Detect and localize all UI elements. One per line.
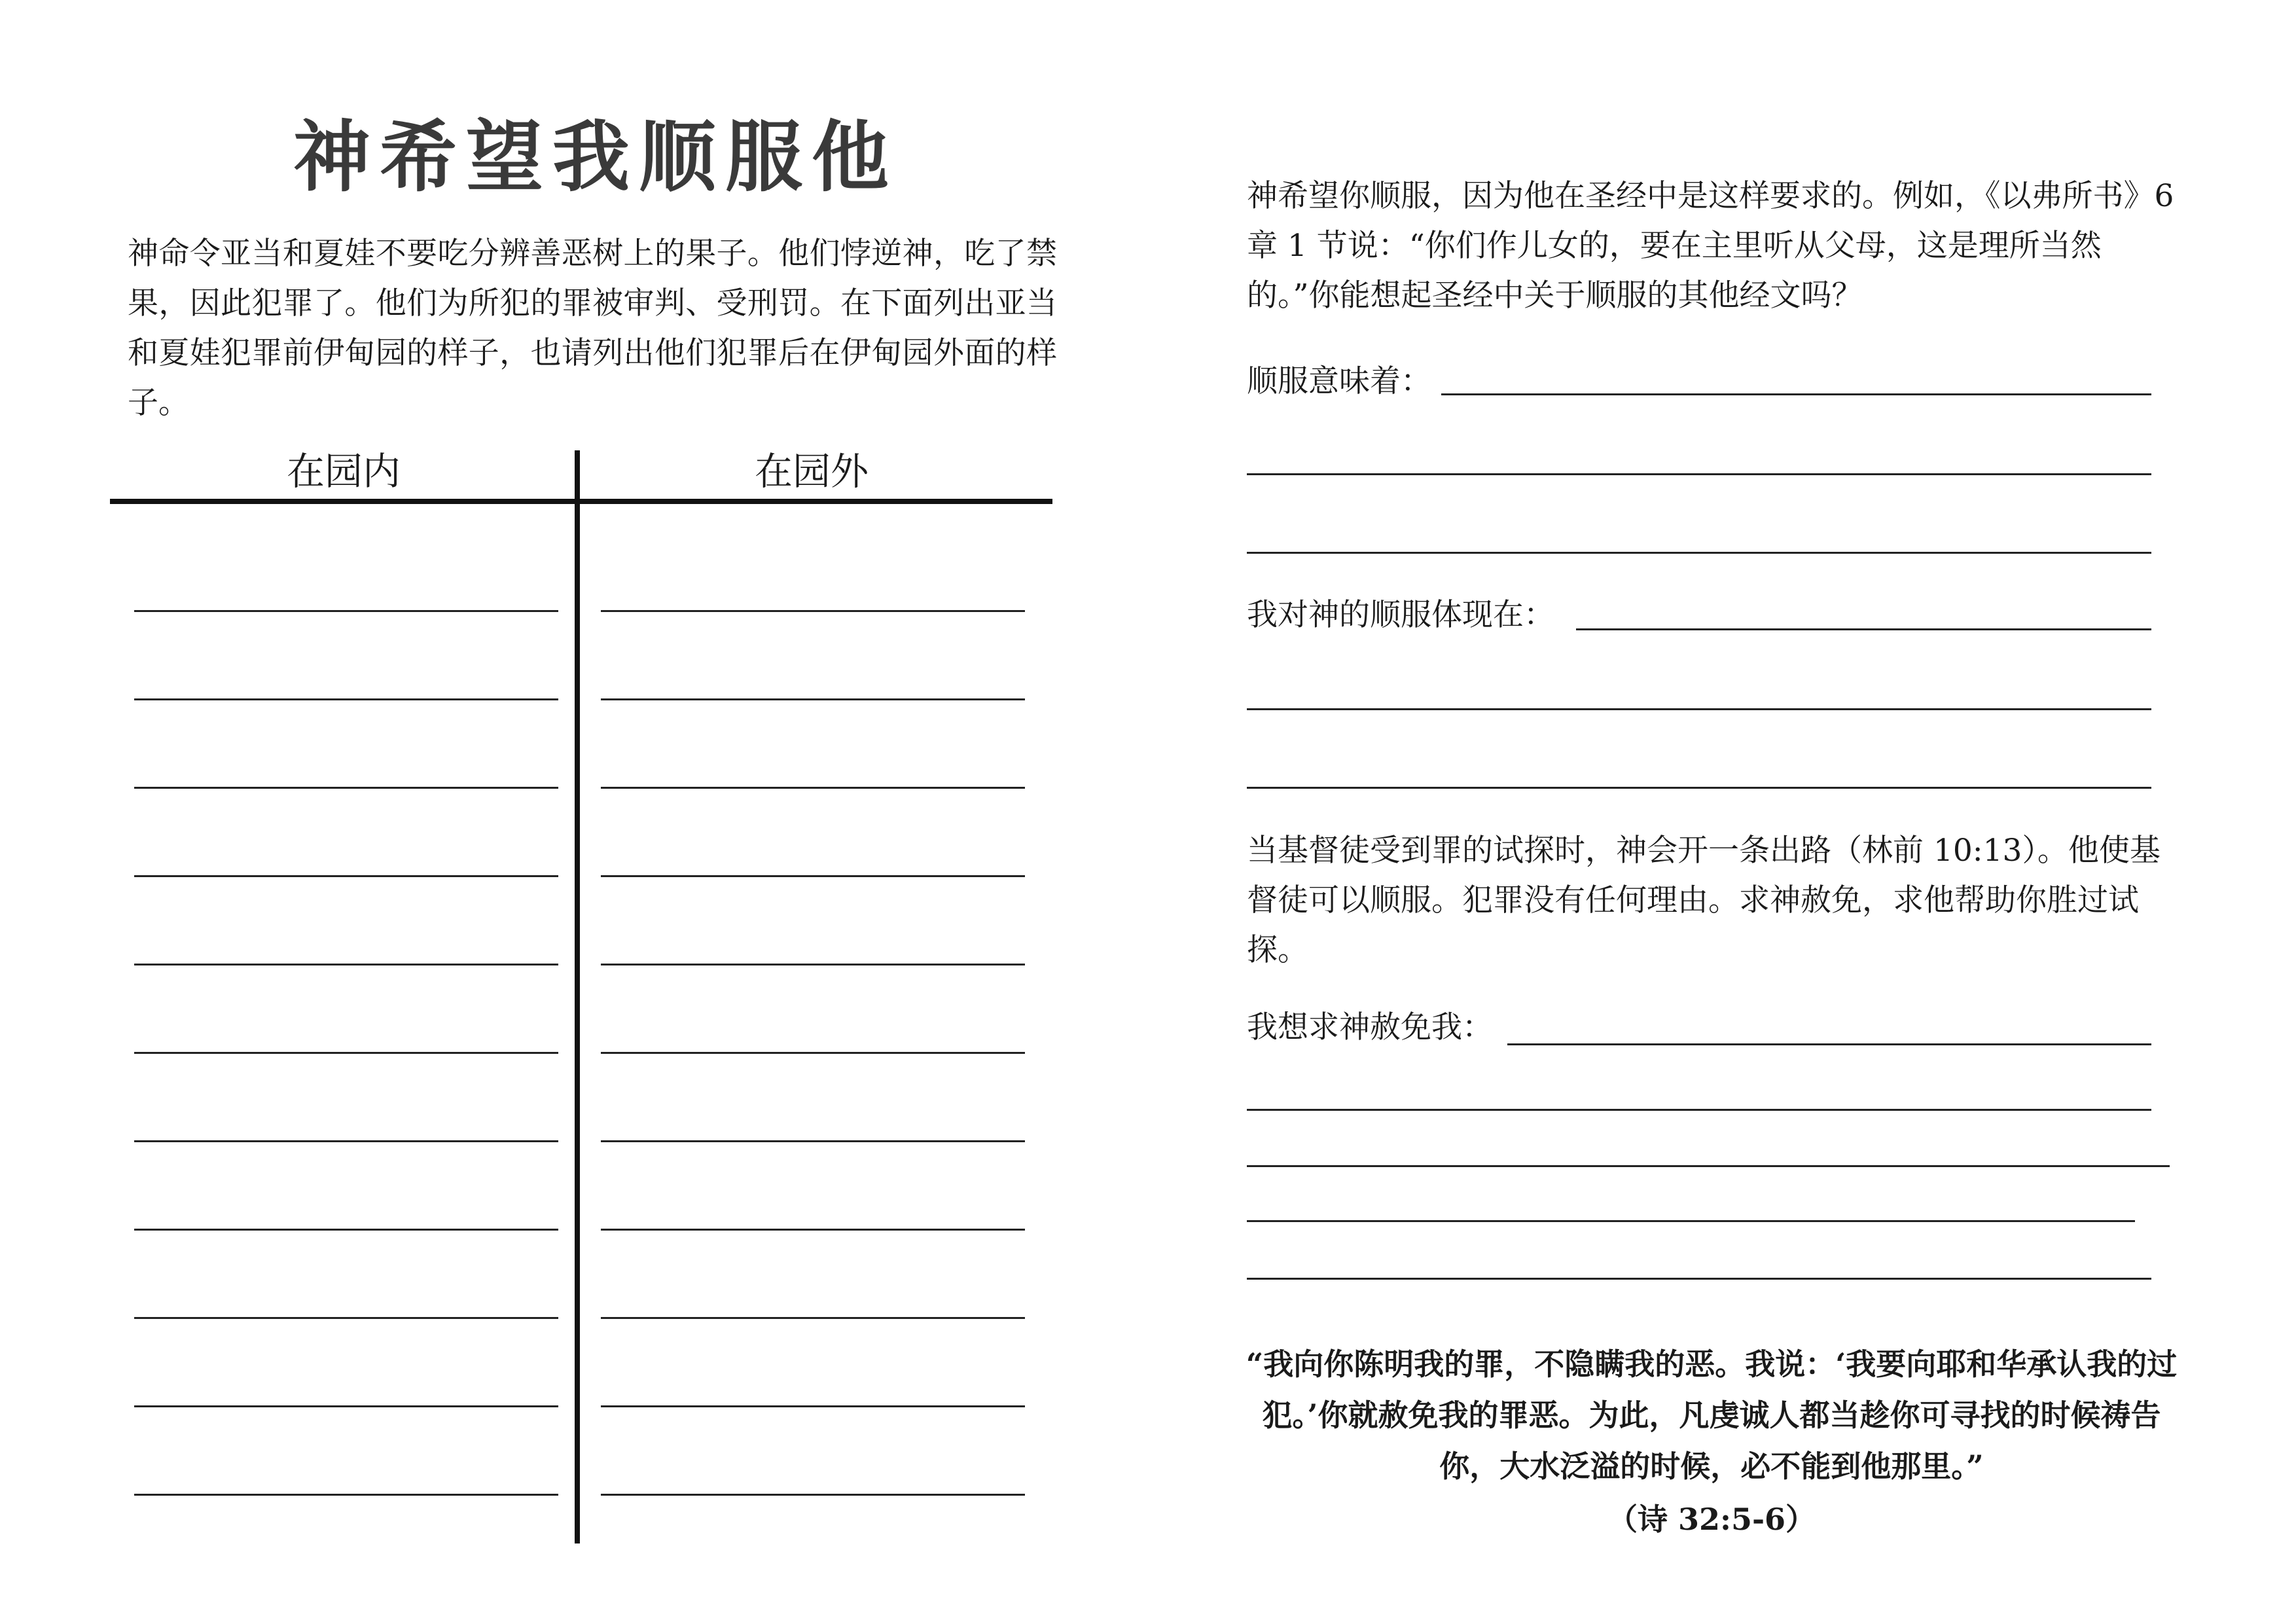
inside-garden-blank-9[interactable] [134,1317,558,1319]
inside-garden-blank-4[interactable] [134,875,558,877]
forgive-me-blank-3[interactable] [1247,1165,2170,1167]
my-obedience-blank-1[interactable] [1576,628,2151,630]
page-title: 神希望我顺服他 [293,111,898,202]
outside-garden-blank-1[interactable] [601,610,1025,612]
outside-garden-blank-2[interactable] [601,698,1025,700]
outside-garden-blank-4[interactable] [601,875,1025,877]
obedience-means-blank-2[interactable] [1247,473,2151,475]
column-header-inside-garden: 在园内 [286,449,401,494]
outside-garden-blank-3[interactable] [601,787,1025,789]
column-header-outside-garden: 在园外 [754,449,869,494]
outside-garden-blank-6[interactable] [601,1052,1025,1054]
outside-garden-blank-5[interactable] [601,964,1025,965]
inside-garden-blank-6[interactable] [134,1052,558,1054]
my-obedience-label: 我对神的顺服体现在： [1247,597,1554,633]
outside-garden-blank-8[interactable] [601,1229,1025,1231]
temptation-paragraph: 当基督徒受到罪的试探时，神会开一条出路（林前 10:13）。他使基督徒可以顺服。犯罪没有任何理由。求神赦免，求他帮助你胜过试探。 [1247,833,2161,968]
obedience-means-blank-3[interactable] [1247,552,2151,554]
forgive-me-blank-2[interactable] [1247,1109,2151,1111]
obedience-means-label: 顺服意味着： [1247,363,1431,399]
inside-garden-blank-8[interactable] [134,1229,558,1231]
inside-garden-blank-3[interactable] [134,787,558,789]
obedience-means-blank-1[interactable] [1441,393,2151,395]
forgive-me-blank-1[interactable] [1507,1043,2151,1045]
inside-garden-blank-5[interactable] [134,964,558,965]
forgive-me-label: 我想求神赦免我： [1247,1009,1493,1045]
forgive-me-blank-5[interactable] [1247,1278,2151,1280]
inside-garden-blank-11[interactable] [134,1494,558,1496]
scripture-reference: （诗 32:5-6） [1607,1502,1816,1537]
forgive-me-blank-4[interactable] [1247,1220,2135,1222]
outside-garden-blank-9[interactable] [601,1317,1025,1319]
outside-garden-blank-7[interactable] [601,1140,1025,1142]
table-column-divider [575,450,580,1543]
intro-paragraph: 神命令亚当和夏娃不要吃分辨善恶树上的果子。他们悖逆神，吃了禁果，因此犯罪了。他们为所犯的罪被审判、受刑罚。在下面列出亚当和夏娃犯罪前伊甸园的样子，也请列出他们犯罪后在伊甸园外面的样子。 [128,236,1057,421]
my-obedience-blank-2[interactable] [1247,708,2151,710]
obedience-paragraph: 神希望你顺服，因为他在圣经中是这样要求的。例如，《以弗所书》6 章 1 节说：“你们作儿女的，要在主里听从父母，这是理所当然的。”你能想起圣经中关于顺服的其他经文吗？ [1247,178,2174,314]
table-header-divider [110,499,1052,504]
inside-garden-blank-7[interactable] [134,1140,558,1142]
my-obedience-blank-3[interactable] [1247,787,2151,789]
inside-garden-blank-1[interactable] [134,610,558,612]
outside-garden-blank-10[interactable] [601,1405,1025,1407]
scripture-quote: “我向你陈明我的罪，不隐瞒我的恶。我说：‘我要向耶和华承认我的过犯。’你就赦免我的罪恶。为此，凡虔诚人都当趁你可寻找的时候祷告你，大水泛溢的时候，必不能到他那里。” [1246,1346,2178,1484]
inside-garden-blank-10[interactable] [134,1405,558,1407]
outside-garden-blank-11[interactable] [601,1494,1025,1496]
inside-garden-blank-2[interactable] [134,698,558,700]
